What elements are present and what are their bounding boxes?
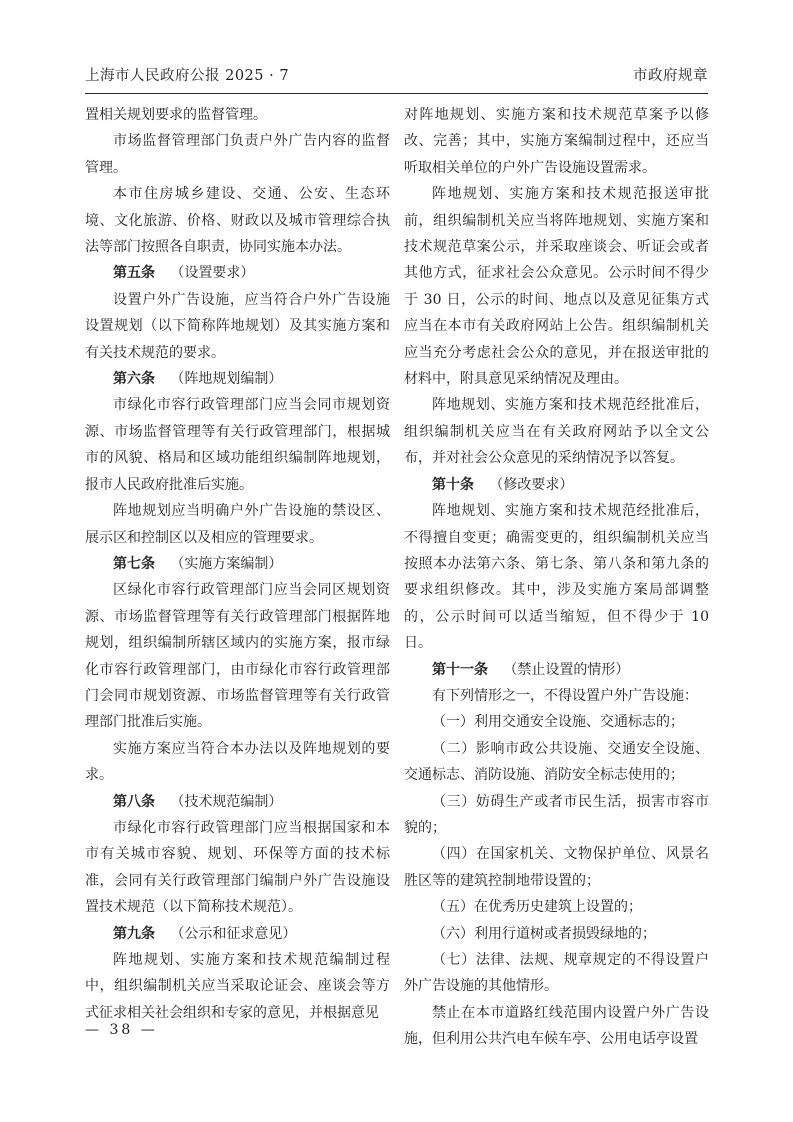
article-heading: [85, 551, 390, 577]
article-number: 第八条: [113, 793, 155, 810]
article-title: （修改要求）: [489, 476, 574, 493]
paragraph: 实施方案应当符合本办法以及阵地规划的要求。: [85, 740, 390, 784]
paragraph: 设置户外广告设施，应当符合户外广告设施设置规划（以下简称阵地规划）及其实施方案和有关技术规范的要求。: [85, 291, 390, 361]
document-body: [85, 102, 709, 1053]
paragraph: （一）利用交通安全设施、交通标志的；: [432, 714, 684, 731]
article-title: （实施方案编制）: [170, 555, 283, 572]
paragraph: 市场监督管理部门负责户外广告内容的监督管理。: [85, 133, 390, 176]
continuation-paragraph: 对阵地规划、实施方案和技术规范草案予以修改、完善；其中，实施方案编制过程中，还应当听取相关单位的户外广告设施设置需求。: [404, 107, 709, 176]
paragraph: （二）影响市政公共设施、交通安全设施、交通标志、消防设施、消防安全标志使用的；: [404, 740, 709, 784]
paragraph: 区绿化市容行政管理部门应当会同区规划资源、市场监督管理等有关行政管理部门根据阵地规划，组织编制所辖区域内的实施方案，报市绿化市容行政管理部门，由市绿化市容行政管理部门会同市规划资源、市场监督管理等有关行政管理部门批准后实施。: [85, 582, 390, 731]
gazette-title: 上海市人民政府公报 2025 · 7: [85, 68, 290, 84]
article-heading: [85, 260, 390, 286]
article-title: （技术规范编制）: [170, 793, 283, 810]
paragraph: （七）法律、法规、规章规定的不得设置户外广告设施的其他情形。: [404, 952, 709, 995]
continuation-paragraph: 置相关规划要求的监督管理。: [85, 107, 267, 123]
header-divider: [85, 93, 708, 94]
article-number: 第十条: [432, 476, 474, 493]
article-number: 第五条: [113, 265, 155, 282]
article-heading: [85, 366, 390, 392]
page-footer: [85, 1022, 158, 1038]
paragraph: 有下列情形之一，不得设置户外广告设施：: [432, 687, 698, 704]
paragraph: 禁止在本市道路红线范围内设置户外广告设施，但利用公共汽电车候车亭、公用电话亭设置: [404, 1004, 709, 1048]
paragraph: 本市住房城乡建设、交通、公安、生态环境、文化旅游、价格、财政以及城市管理综合执法等部门按照各自职责，协同实施本办法。: [85, 186, 390, 256]
article-heading: [404, 472, 709, 498]
article-number: 第六条: [113, 371, 155, 388]
paragraph: 阵地规划应当明确户外广告设施的禁设区、展示区和控制区以及相应的管理要求。: [85, 503, 390, 546]
left-column: [85, 102, 390, 1053]
paragraph: （三）妨碍生产或者市民生活，损害市容市貌的；: [404, 793, 709, 836]
article-heading: [404, 657, 709, 683]
article-title: （阵地规划编制）: [170, 371, 283, 388]
paragraph: 阵地规划、实施方案和技术规范编制过程中，组织编制机关应当采取论证会、座谈会等方式征求相关社会组织和专家的意见，并根据意见: [85, 952, 390, 1021]
article-title: （禁止设置的情形）: [503, 661, 630, 678]
page-number: — 38 —: [85, 1022, 158, 1038]
paragraph: （五）在优秀历史建筑上设置的；: [432, 899, 642, 916]
right-column: [404, 102, 709, 1053]
article-number: 第九条: [113, 925, 155, 942]
paragraph: 阵地规划、实施方案和技术规范经批准后，不得擅自变更；确需变更的，组织编制机关应当按照本办法第六条、第七条、第八条和第九条的要求组织修改。其中，涉及实施方案局部调整的，公示时间可以适当缩短，但不得少于 10 日。: [404, 503, 709, 652]
paragraph: 阵地规划、实施方案和技术规范经批准后，组织编制机关应当在有关政府网站予以全文公布，并对社会公众意见的采纳情况予以答复。: [404, 397, 709, 467]
paragraph: （四）在国家机关、文物保护单位、风景名胜区等的建筑控制地带设置的；: [404, 846, 709, 889]
article-title: （公示和征求意见）: [170, 925, 297, 942]
page-header: [85, 64, 708, 85]
article-number: 第十一条: [432, 661, 488, 678]
paragraph: （六）利用行道树或者损毁绿地的；: [432, 925, 656, 942]
article-heading: [85, 789, 390, 815]
article-heading: [85, 921, 390, 947]
paragraph: 市绿化市容行政管理部门应当会同市规划资源、市场监督管理等有关行政管理部门，根据城市的风貌、格局和区域功能组织编制阵地规划，报市人民政府批准后实施。: [85, 397, 390, 493]
article-title: （设置要求）: [170, 265, 255, 282]
section-label: 市政府规章: [633, 68, 708, 84]
article-number: 第七条: [113, 555, 155, 572]
paragraph: 市绿化市容行政管理部门应当根据国家和本市有关城市容貌、规划、环保等方面的技术标准，会同有关行政管理部门编制户外广告设施设置技术规范（以下简称技术规范）。: [85, 819, 390, 916]
paragraph: 阵地规划、实施方案和技术规范报送审批前，组织编制机关应当将阵地规划、实施方案和技术规范草案公示，并采取座谈会、听证会或者其他方式，征求社会公众意见。公示时间不得少于 30 日，公示的时间、地点以及意见征集方式应当在本市有关政府网站上公告。组织编制机关应当充分考虑社会公众的意见，并在报送审批的材料中，附具意见采纳情况及理由。: [404, 186, 709, 388]
